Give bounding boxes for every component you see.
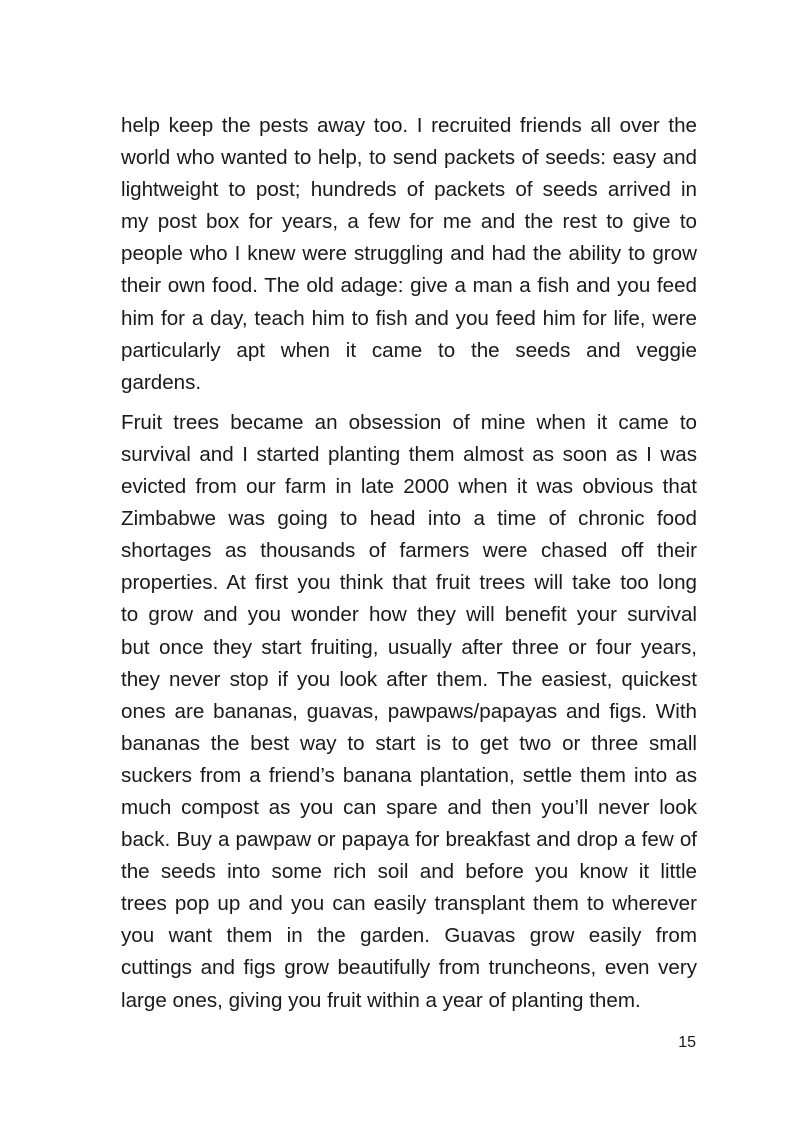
text-line: my post box for years, a few for me and the rest to give to: [121, 210, 697, 234]
text-line: suckers from a friend’s banana plantation, settle them into as: [121, 763, 697, 787]
text-line: gardens.: [121, 370, 202, 394]
text-line: properties. At first you think that fruit trees will take too long: [121, 571, 697, 595]
text-line: they never stop if you look after them. The easiest, quickest: [121, 667, 697, 691]
text-line: survival and I started planting them almost as soon as I was: [121, 442, 697, 466]
text-line: cuttings and figs grow beautifully from truncheons, even very: [121, 956, 697, 980]
text-line: Zimbabwe was going to head into a time of chronic food: [121, 507, 697, 531]
paragraph-spacer: [121, 399, 697, 407]
text-line: shortages as thousands of farmers were chased off their: [121, 539, 697, 563]
text-line: you want them in the garden. Guavas grow easily from: [121, 924, 697, 948]
text-line: but once they start fruiting, usually after three or four years,: [121, 635, 697, 659]
text-line: particularly apt when it came to the seeds and veggie: [121, 338, 697, 362]
text-line: people who I knew were struggling and had the ability to grow: [121, 242, 697, 266]
text-line: him for a day, teach him to fish and you feed him for life, were: [121, 306, 697, 330]
text-line: bananas the best way to start is to get two or three small: [121, 731, 697, 755]
page-number: 15: [678, 1034, 696, 1051]
paragraph-1: [121, 110, 697, 399]
text-line: evicted from our farm in late 2000 when it was obvious that: [121, 475, 697, 499]
text-line: to grow and you wonder how they will benefit your survival: [121, 603, 697, 627]
text-line: Fruit trees became an obsession of mine when it came to: [121, 410, 697, 434]
text-line: their own food. The old adage: give a man a fish and you feed: [121, 274, 697, 298]
text-line: help keep the pests away too. I recruited friends all over the: [121, 114, 697, 137]
text-line: lightweight to post; hundreds of packets of seeds arrived in: [121, 178, 697, 202]
body-text: [121, 110, 697, 1017]
text-line: much compost as you can spare and then you’ll never look: [121, 795, 697, 819]
text-line: ones are bananas, guavas, pawpaws/papayas and figs. With: [121, 699, 697, 723]
text-line: world who wanted to help, to send packets of seeds: easy and: [121, 146, 697, 170]
text-line: the seeds into some rich soil and before you know it little: [121, 860, 697, 884]
text-line: trees pop up and you can easily transplant them to wherever: [121, 892, 697, 916]
text-line: back. Buy a pawpaw or papaya for breakfast and drop a few of: [121, 828, 697, 852]
paragraph-2: [121, 407, 697, 1017]
text-line: large ones, giving you fruit within a year of planting them.: [121, 988, 641, 1012]
